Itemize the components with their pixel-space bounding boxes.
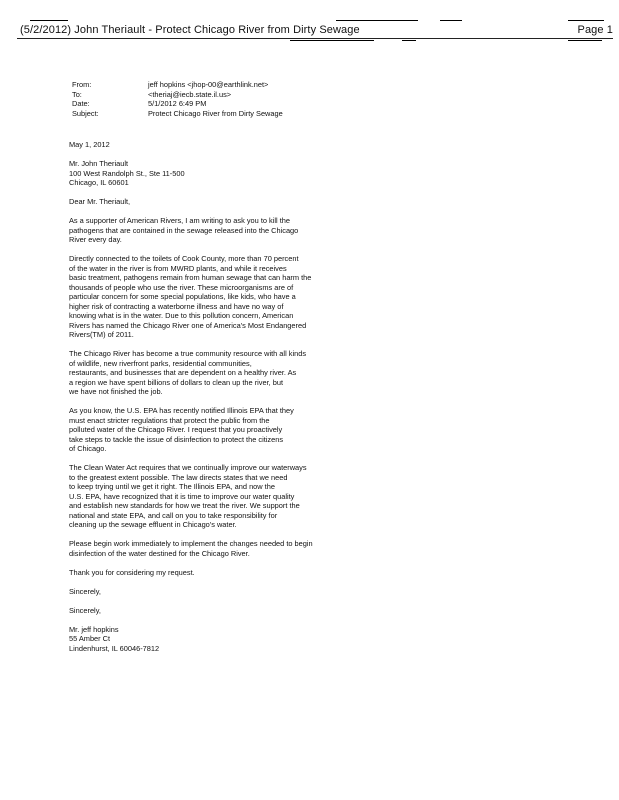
meta-row-date [72,99,283,109]
email-meta [72,80,283,118]
paragraph-line: a region we have spent billions of dollars to clean up the river, but [69,377,284,387]
meta-label: Date: [72,99,90,108]
letter-body [69,140,344,653]
signature-line: Mr. jeff hopkins [69,624,119,634]
paragraph-line: Rivers has named the Chicago River one of America's Most Endangered [69,320,307,330]
paragraph-line: restaurants, and businesses that are dependent on a healthy river. As [69,368,297,377]
paragraph-line: cleaning up the sewage effluent in Chicago's water. [69,520,237,529]
closing: Sincerely, [69,586,101,596]
paragraph-line: particular concern for some special populations, like kids, who have a [69,292,296,301]
paragraph-gap [69,397,344,407]
letter-date: May 1, 2012 [69,140,110,149]
header-top-mark [440,20,462,21]
salutation: Dear Mr. Theriault, [69,197,131,206]
paragraph-line: to the greatest extent possible. The law directs states that we need [69,472,288,482]
meta-label: Subject: [72,108,99,118]
paragraph-gap [69,207,344,217]
meta-row-to [72,90,283,100]
paragraph-line: Rivers(TM) of 2011. [69,330,134,339]
header-top-mark [336,20,418,21]
paragraph-gap [69,577,344,587]
meta-value: <theriaj@iecb.state.il.us> [148,89,232,99]
paragraph-gap [69,615,344,625]
paragraph-line: national and state EPA, and call on you to take responsibility for [69,510,278,520]
signature-line: 55 Amber Ct [69,634,111,643]
closing: Sincerely, [69,605,101,615]
meta-row-subject [72,109,283,119]
meta-value: jeff hopkins <jhop-00@earthlink.net> [148,80,269,89]
paragraph-line: The Chicago River has become a true community resource with all kinds [69,349,307,358]
paragraph-gap [69,454,344,464]
paragraph-line: higher risk of contracting a waterborne illness and have no way of [69,301,284,311]
paragraph-line: polluted water of the Chicago River. I request that you proactively [69,425,283,434]
paragraph-gap [69,558,344,568]
paragraph-line: of wildlife, new riverfront parks, residential communities, [69,358,252,368]
page-number: Page 1 [577,24,613,36]
paragraph-line: take steps to tackle the issue of disinfection to protect the citizens [69,434,284,444]
paragraph-line: thousands of people who use the river. These microorganisms are of [69,282,294,292]
meta-value: 5/1/2012 6:49 PM [148,99,207,108]
paragraph-line: pathogens that are contained in the sewage released into the Chicago [69,225,299,235]
meta-row-from [72,80,283,90]
header-top-mark [568,20,604,21]
paragraph-gap [69,245,344,255]
recipient-address-line: 100 West Randolph St., Ste 11-500 [69,168,185,178]
paragraph-line: must enact stricter regulations that protect the public from the [69,415,270,425]
paragraph-line: we have not finished the job. [69,387,163,396]
header-rule-mark [402,40,416,41]
paragraph-line: Please begin work immediately to implement the changes needed to begin [69,539,313,548]
paragraph-line: to keep trying until we get it right. The Illinois EPA, and now the [69,482,275,491]
paragraph-line: Directly connected to the toilets of Cook County, more than 70 percent [69,254,299,263]
meta-value: Protect Chicago River from Dirty Sewage [148,108,283,118]
paragraph-gap [69,150,344,160]
paragraph-gap [69,340,344,350]
header-rule-mark [568,40,602,41]
header-rule [17,38,613,39]
paragraph-line: basic treatment, pathogens remain from human sewage that can harm the [69,273,312,282]
paragraph-line: Thank you for considering my request. [69,567,195,577]
paragraph-line: As a supporter of American Rivers, I am writing to ask you to kill the [69,216,290,225]
paragraph-gap [69,596,344,606]
header-top-mark [30,20,68,21]
recipient-address-line: Mr. John Theriault [69,159,129,168]
paragraph-line: As you know, the U.S. EPA has recently notified Illinois EPA that they [69,406,294,415]
document-header-title: (5/2/2012) John Theriault - Protect Chicago River from Dirty Sewage [20,24,360,36]
signature-line: Lindenhurst, IL 60046-7812 [69,643,160,653]
paragraph-line: The Clean Water Act requires that we continually improve our waterways [69,463,307,472]
paragraph-gap [69,530,344,540]
meta-label: From: [72,80,92,89]
header-rule-mark [290,40,374,41]
recipient-address-line: Chicago, IL 60601 [69,178,129,187]
paragraph-line: U.S. EPA, have recognized that it is time to improve our water quality [69,491,295,501]
paragraph-line: knowing what is in the water. Due to this pollution concern, American [69,311,294,320]
paragraph-line: and establish new standards for how we treat the river. We support the [69,501,300,510]
meta-label: To: [72,89,82,99]
paragraph-line: of Chicago. [69,444,107,453]
paragraph-line: disinfection of the water destined for the Chicago River. [69,548,250,558]
paragraph-gap [69,188,344,198]
paragraph-line: River every day. [69,235,122,244]
paragraph-line: of the water in the river is from MWRD plants, and while it receives [69,263,287,273]
